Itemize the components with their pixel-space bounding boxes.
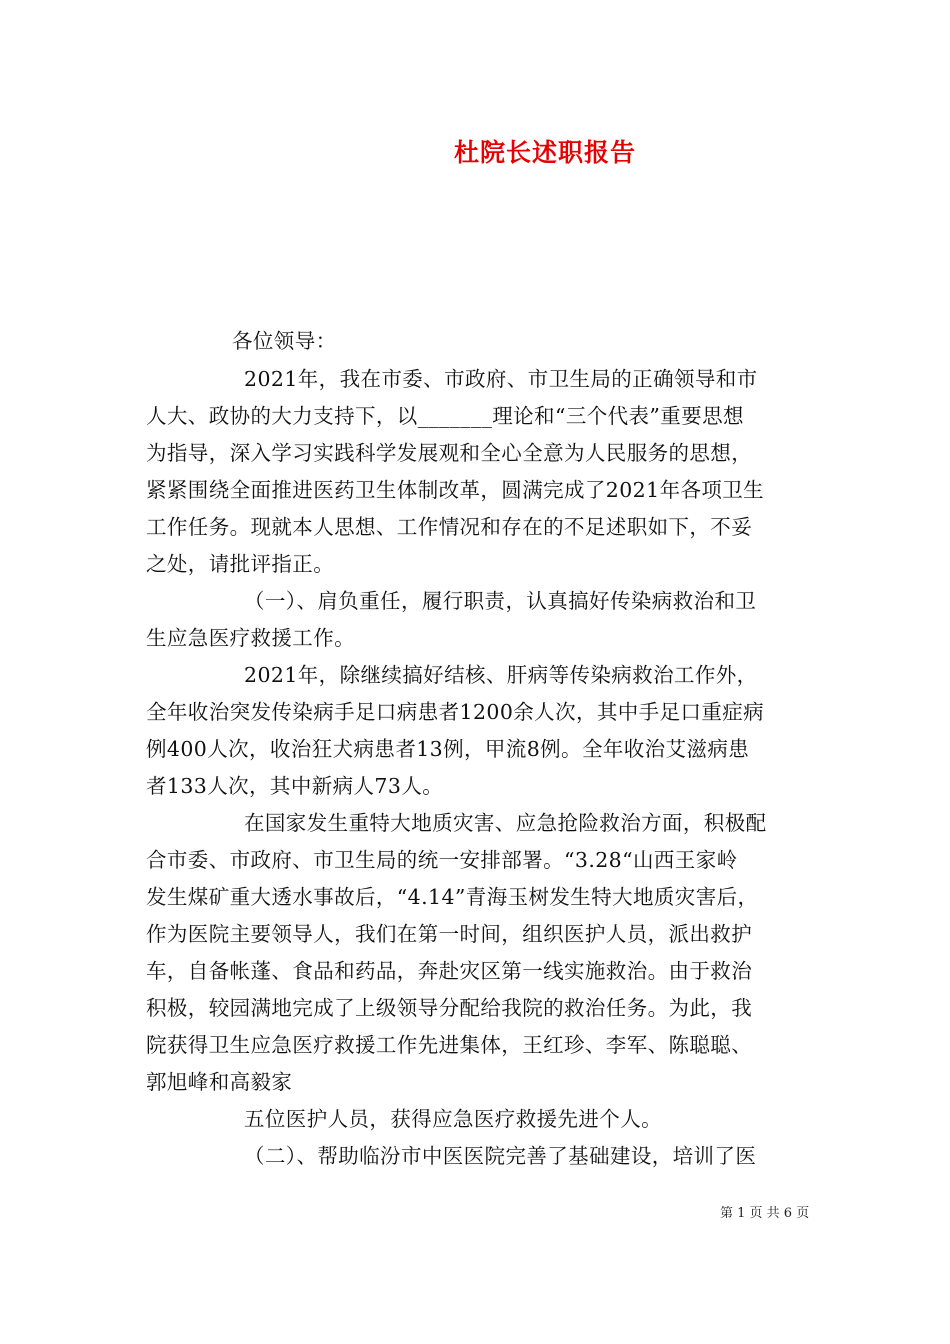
body-line: 为指导，深入学习实践科学发展观和全心全意为人民服务的思想， [146, 441, 753, 465]
body-line: 合市委、市政府、市卫生局的统一安排部署。“3.28“山西王家岭 [146, 848, 738, 872]
body-line: 2021年，我在市委、市政府、市卫生局的正确领导和市 [244, 367, 758, 391]
body-line: 2021年，除继续搞好结核、肝病等传染病救治工作外， [244, 663, 758, 687]
body-line: 郭旭峰和高毅家 [146, 1070, 293, 1094]
body-line: 全年收治突发传染病手足口病患者1200余人次，其中手足口重症病 [146, 700, 765, 724]
body-line: 院获得卫生应急医疗救援工作先进集体，王红珍、李军、陈聪聪、 [146, 1033, 753, 1057]
document-title: 杜院长述职报告 [453, 138, 636, 167]
page-number-footer: 第 1 页 共 6 页 [720, 1206, 810, 1221]
body-line: 工作任务。现就本人思想、工作情况和存在的不足述职如下，不妥 [146, 515, 753, 539]
section-heading-line: （二）、帮助临汾市中医医院完善了基础建设，培训了医 [244, 1144, 757, 1168]
body-line: 紧紧围绕全面推进医药卫生体制改革，圆满完成了2021年各项卫生 [146, 478, 765, 502]
body-line: 例400人次，收治狂犬病患者13例，甲流8例。全年收治艾滋病患 [146, 737, 750, 761]
section-heading-line: （一）、肩负重任，履行职责，认真搞好传染病救治和卫 [244, 589, 757, 613]
body-line: 人大、政协的大力支持下，以_______理论和“三个代表”重要思想 [146, 404, 744, 428]
body-line: 在国家发生重特大地质灾害、应急抢险救治方面，积极配 [244, 811, 767, 835]
body-line: 五位医护人员，获得应急医疗救援先进个人。 [244, 1107, 662, 1131]
body-line: 车，自备帐蓬、食品和药品，奔赴灾区第一线实施救治。由于救治 [146, 959, 753, 983]
body-line: 积极，较园满地完成了上级领导分配给我院的救治任务。为此，我 [146, 996, 753, 1020]
section-heading-line: 生应急医疗救援工作。 [146, 626, 355, 650]
body-line: 之处，请批评指正。 [146, 552, 335, 576]
body-line: 者133人次，其中新病人73人。 [146, 774, 444, 798]
salutation-line: 各位领导： [232, 329, 337, 353]
body-line: 作为医院主要领导人，我们在第一时间，组织医护人员，派出救护 [146, 922, 753, 946]
body-line: 发生煤矿重大透水事故后，“4.14”青海玉树发生特大地质灾害后， [146, 885, 759, 909]
